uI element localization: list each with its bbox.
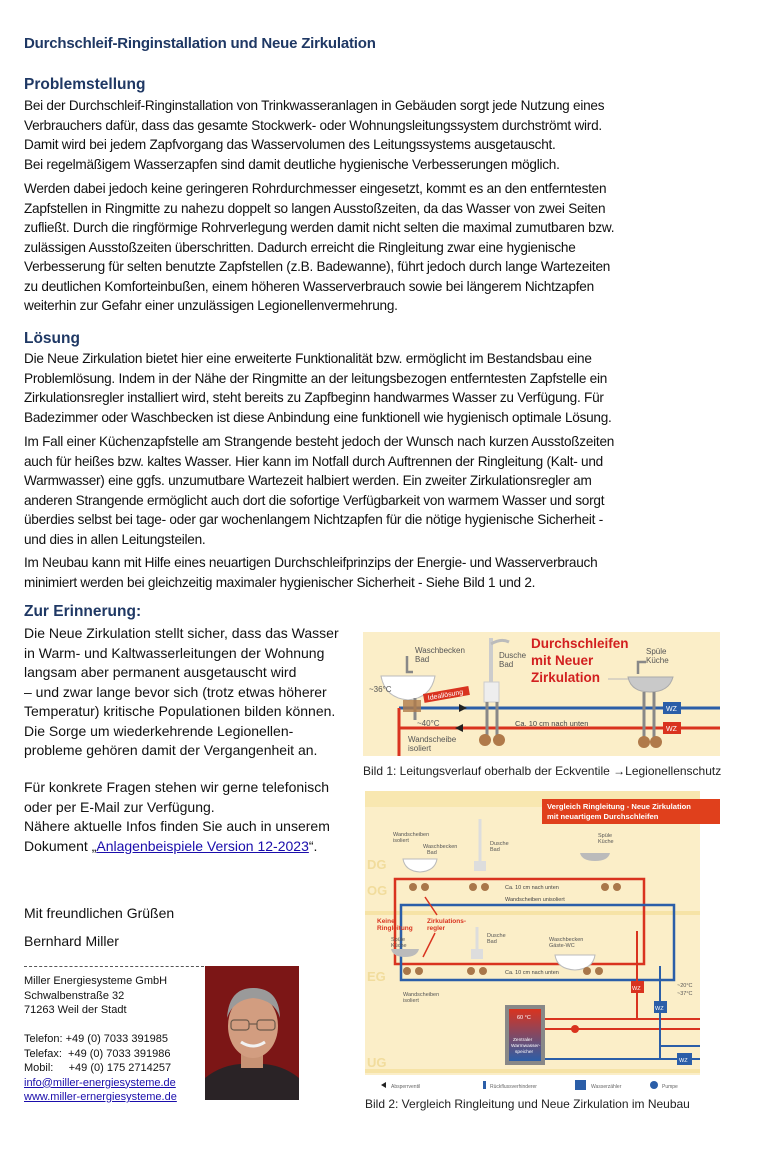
- text-line: Warmwasser) eine ggfs. unzumutbare Wartezeit halbiert werden. Ein zweiter Zirkulationsregler am: [24, 473, 592, 488]
- text-line: in Warm- und Kaltwasserleitungen der Wohnung: [24, 644, 325, 661]
- label-distance-top: Ca. 10 cm nach unten: [505, 885, 559, 891]
- portrait-photo: [205, 966, 299, 1100]
- pump-icon: [571, 1025, 579, 1033]
- text-line: langsam aber permanent ausgetauscht wird: [24, 664, 297, 680]
- label-sink-top-2: Küche: [598, 839, 614, 845]
- ideal-solution-label: Ideallösung: [427, 689, 464, 703]
- label-wall-discs-top-1: Wandscheiben: [393, 832, 430, 838]
- tank-label-1: Zentraler: [513, 1038, 533, 1043]
- text-line: Für konkrete Fragen stehen wir gerne telefonisch: [24, 779, 330, 795]
- text-line: [24, 837, 359, 857]
- label-wall-discs-top-2: isoliert: [393, 838, 409, 844]
- email-link[interactable]: info@miller-energiesysteme.de: [24, 1076, 176, 1089]
- shower-valve-box: [484, 682, 499, 702]
- label-temp-basin: ~36°C: [369, 685, 392, 694]
- label-regulator-2: regler: [427, 925, 446, 932]
- label-washbasin-1: Waschbecken: [415, 646, 465, 655]
- label-washbasin-eg-1: Waschbecken: [549, 937, 584, 943]
- valve-icon: [421, 883, 429, 891]
- problem-paragraph-2: [24, 179, 714, 316]
- link-suffix: “.: [308, 837, 318, 854]
- label-distance-eg: Ca. 10 cm nach unten: [505, 970, 559, 976]
- figure-2-caption: Bild 2: Vergleich Ringleitung und Neue Zirkulation im Neubau: [365, 1097, 690, 1111]
- heading-reminder: Zur Erinnerung:: [24, 603, 142, 620]
- text-line: Problemlösung. Indem in der Nähe der Ringmitte an der leitungsbezogen entferntesten Zapfstelle ein: [24, 370, 608, 386]
- text-line: Zapfstellen in Ringmitte zu nahezu doppelt so langen Ausstoßzeiten, da das Wasser von zwei Seiten: [24, 200, 606, 216]
- meter-label-red: WZ: [666, 726, 677, 733]
- solution-paragraph-3: [24, 553, 714, 592]
- legend-check-valve-icon: [483, 1081, 486, 1089]
- greeting: Mit freundlichen Grüßen: [24, 905, 175, 921]
- mobile: Mobil: +49 (0) 175 2714257: [24, 1062, 172, 1074]
- text-line: Bei der Durchschleif-Ringinstallation von Trinkwasseranlagen in Gebäuden sorgt jede Nutzung eines: [24, 98, 605, 113]
- text-line: auch für heißes bzw. kaltes Wasser. Hier kann im Notfall durch Auftrennen der Ringleitung (Kalt- und: [24, 453, 603, 469]
- legend-pump: Pumpe: [662, 1084, 678, 1090]
- wall-disc-icon: [403, 700, 421, 712]
- valve-icon: [493, 734, 505, 746]
- text-line: Badezimmer oder Waschbecken ist diese Anbindung eine funktionell wie hygienisch optimale Lösung.: [24, 409, 612, 425]
- text-line: minimiert werden bei gleichzeitig maximaler hygienischer Sicherheit - Siehe Bild 1 und 2.: [24, 574, 536, 590]
- city: 71263 Weil der Stadt: [24, 1004, 127, 1016]
- floor-label-og: OG: [367, 883, 388, 898]
- floor-label-eg: EG: [367, 969, 386, 984]
- figure-1-diagram: [363, 632, 720, 756]
- fax: Telefax: +49 (0) 7033 391986: [24, 1047, 171, 1060]
- valve-icon: [638, 736, 650, 748]
- signature-divider: [24, 966, 204, 967]
- text-line: anderen Strangende ermöglicht auch dort die sofortige Verfügbarkeit von warmem Wasser und sorgt: [24, 492, 605, 508]
- floor-label-dg: DG: [367, 857, 387, 872]
- label-sink-top-1: Spüle: [598, 833, 613, 839]
- label-sink-2: Küche: [646, 656, 669, 665]
- label-sink-1: Spüle: [646, 647, 667, 656]
- figure-2-diagram: [365, 791, 720, 1093]
- label-washbasin-eg-2: Gäste-WC: [549, 943, 575, 949]
- label-wall-discs-eg-2: isoliert: [403, 998, 419, 1004]
- address-block: [24, 974, 177, 1105]
- text-line: zulässigen Ausstoßzeiten überschritten. Dadurch erreicht die Ringleitung zwar eine hygienische: [24, 239, 576, 255]
- label-wall-discs-uninsulated: Wandscheiben unisoliert: [505, 897, 565, 903]
- text-line: weiterhin zur Gefahr einer unzulässigen Legionellenvermehrung.: [24, 298, 398, 313]
- link-prefix: Dokument „: [24, 837, 97, 854]
- label-shower-top-1: Dusche: [490, 841, 509, 847]
- contact-text: [24, 778, 359, 856]
- text-line: Nähere aktuelle Infos finden Sie auch in unserem: [24, 818, 330, 834]
- text-line: Werden dabei jedoch keine geringeren Rohrdurchmesser eingesetzt, kommt es an den entferntesten: [24, 181, 607, 196]
- text-line: probleme gehören damit der Vergangenheit an.: [24, 742, 318, 758]
- tank-temp-label: 60 °C: [517, 1015, 531, 1021]
- headline-line-1: Durchschleifen: [531, 636, 629, 651]
- legend-pump-icon: [650, 1081, 658, 1089]
- meter-label-blue: WZ: [655, 1006, 664, 1012]
- text-line: Die Neue Zirkulation stellt sicher, dass das Wasser: [24, 625, 339, 641]
- headline-line-3: Zirkulation: [531, 670, 601, 685]
- banner-line-1: Vergleich Ringleitung - Neue Zirkulation: [547, 802, 691, 811]
- label-wall-disc-1: Wandscheibe: [408, 735, 457, 744]
- text-line: Die Neue Zirkulation bietet hier eine erweiterte Funktionalität bzw. ermöglicht im Bestandsbau eine: [24, 351, 592, 366]
- text-line: oder per E-Mail zur Verfügung.: [24, 798, 215, 815]
- solution-paragraph-2: [24, 432, 714, 549]
- reminder-text: [24, 624, 359, 761]
- shower-valve-box: [474, 861, 486, 871]
- text-line: – und zwar lange bevor sich (trotz etwas höherer: [24, 683, 327, 700]
- legend-water-meter: Wasserzähler: [591, 1084, 622, 1090]
- legend-water-meter-icon: [575, 1080, 586, 1090]
- heading-problem: Problemstellung: [24, 76, 146, 93]
- valve-icon: [650, 736, 662, 748]
- text-line: Zirkulationsregler installiert wird, steht bereits zu Zapfbeginn handwarmes Wasser zu Verfügung. Für: [24, 390, 604, 405]
- legend-check-valve: Rückflussverhinderer: [490, 1084, 537, 1090]
- floor-label-ug: UG: [367, 1055, 387, 1070]
- meter-label-blue: WZ: [666, 706, 677, 713]
- text-line: Verbrauchers dafür, dass das gesamte Stockwerk- oder Wohnungsleitungssystem durchströmt wird.: [24, 117, 602, 133]
- valve-icon: [595, 967, 603, 975]
- valve-icon: [409, 883, 417, 891]
- website-link[interactable]: www.miller-ernergiesysteme.de: [24, 1091, 177, 1103]
- heading-solution: Lösung: [24, 330, 80, 347]
- label-sink-eg-1: Spüle: [391, 937, 406, 943]
- label-shower-top-2: Bad: [490, 847, 500, 853]
- text-line: Damit wird bei jedem Zapfvorgang das Wasservolumen des Leitungssystems ausgetauscht.: [24, 137, 556, 152]
- valve-icon: [467, 967, 475, 975]
- valve-icon: [479, 967, 487, 975]
- problem-paragraph-1: [24, 96, 714, 174]
- signer-name: Bernhard Miller: [24, 933, 119, 949]
- legend-shutoff-valve-icon: [381, 1082, 386, 1088]
- label-shower-eg-2: Bad: [487, 939, 497, 945]
- valve-icon: [601, 883, 609, 891]
- meter-label-main: WZ: [679, 1058, 688, 1064]
- label-washbasin-2: Bad: [415, 655, 430, 664]
- label-no-ring-2: Ringleitung: [377, 925, 413, 932]
- label-washbasin-bath-1: Waschbecken: [423, 844, 458, 850]
- label-no-ring-1: Keine: [377, 918, 395, 925]
- label-shower-2: Bad: [499, 660, 514, 669]
- label-wall-discs-eg-1: Wandscheiben: [403, 992, 440, 998]
- text-line: Die Sorge um wiederkehrende Legionellen-: [24, 722, 294, 739]
- headline-line-2: mit Neuer: [531, 653, 594, 668]
- meter-label-red: WZ: [632, 986, 641, 992]
- label-distance: Ca. 10 cm nach unten: [515, 719, 589, 728]
- label-sink-eg-2: Küche: [391, 943, 407, 949]
- tank-label-2: Warmwasser-: [511, 1044, 541, 1049]
- street: Schwalbenstraße 32: [24, 989, 125, 1002]
- text-line: Bei regelmäßigem Wasserzapfen sind damit deutliche hygienische Verbesserungen möglich.: [24, 156, 560, 172]
- text-line: zu deutlichen Komforteinbußen, einem höheren Wasserverbrauch sowie bei längerem Nichtzapfen: [24, 278, 594, 294]
- label-temp-pipe: ~40°C: [417, 719, 440, 728]
- spacer: [24, 1018, 177, 1033]
- anlagenbeispiele-link[interactable]: Anlagenbeispiele Version 12-2023: [96, 837, 309, 854]
- label-temp1: ~20°C: [677, 983, 693, 989]
- text-line: Im Fall einer Küchenzapfstelle am Strangende besteht jedoch der Wunsch nach kurzen Ausstoßzeiten: [24, 434, 615, 449]
- valve-icon: [479, 734, 491, 746]
- label-washbasin-bath-2: Bad: [427, 850, 437, 856]
- label-regulator-1: Zirkulations-: [427, 918, 467, 925]
- text-line: Temperatur) kritische Populationen bilden können.: [24, 703, 336, 719]
- text-line: und dies in allen Leitungsteilen.: [24, 531, 206, 547]
- solution-paragraph-1: [24, 349, 714, 427]
- text-line: überdies selbst bei tage- oder gar wochenlangem Nichtzapfen für die nötige hygienische Sicherheit -: [24, 512, 604, 527]
- text-line: Im Neubau kann mit Hilfe eines neuartigen Durchschleifprinzips der Energie- und Wasserverbrauch: [24, 555, 598, 570]
- label-temp2: ~37°C: [677, 991, 693, 997]
- document-title: Durchschleif-Ringinstallation und Neue Zirkulation: [24, 35, 376, 52]
- label-wall-disc-2: isoliert: [408, 744, 432, 753]
- valve-icon: [613, 883, 621, 891]
- valve-icon: [415, 967, 423, 975]
- banner-line-2: mit neuartigem Durchschleifen: [547, 812, 659, 821]
- phone: Telefon: +49 (0) 7033 391985: [24, 1033, 169, 1045]
- valve-icon: [469, 883, 477, 891]
- company-name: Miller Energiesysteme GmbH: [24, 975, 168, 987]
- text-line: zufließt. Durch die ringförmige Rohrverlegung werden damit nicht selten die maximal zumutbaren bzw.: [24, 220, 615, 235]
- valve-icon: [403, 967, 411, 975]
- valve-icon: [583, 967, 591, 975]
- legend-shutoff-valve: Absperrventil: [391, 1084, 421, 1090]
- figure-1-caption: Bild 1: Leitungsverlauf oberhalb der Eckventile →Legionellenschutz: [363, 764, 722, 778]
- text-line: Verbesserung für selten benutzte Zapfstellen (z.B. Badewanne), führt jedoch durch lange Wartezeiten: [24, 259, 611, 274]
- valve-icon: [481, 883, 489, 891]
- label-shower-1: Dusche: [499, 651, 527, 660]
- tank-label-3: speicher: [515, 1050, 534, 1055]
- label-shower-eg-1: Dusche: [487, 933, 506, 939]
